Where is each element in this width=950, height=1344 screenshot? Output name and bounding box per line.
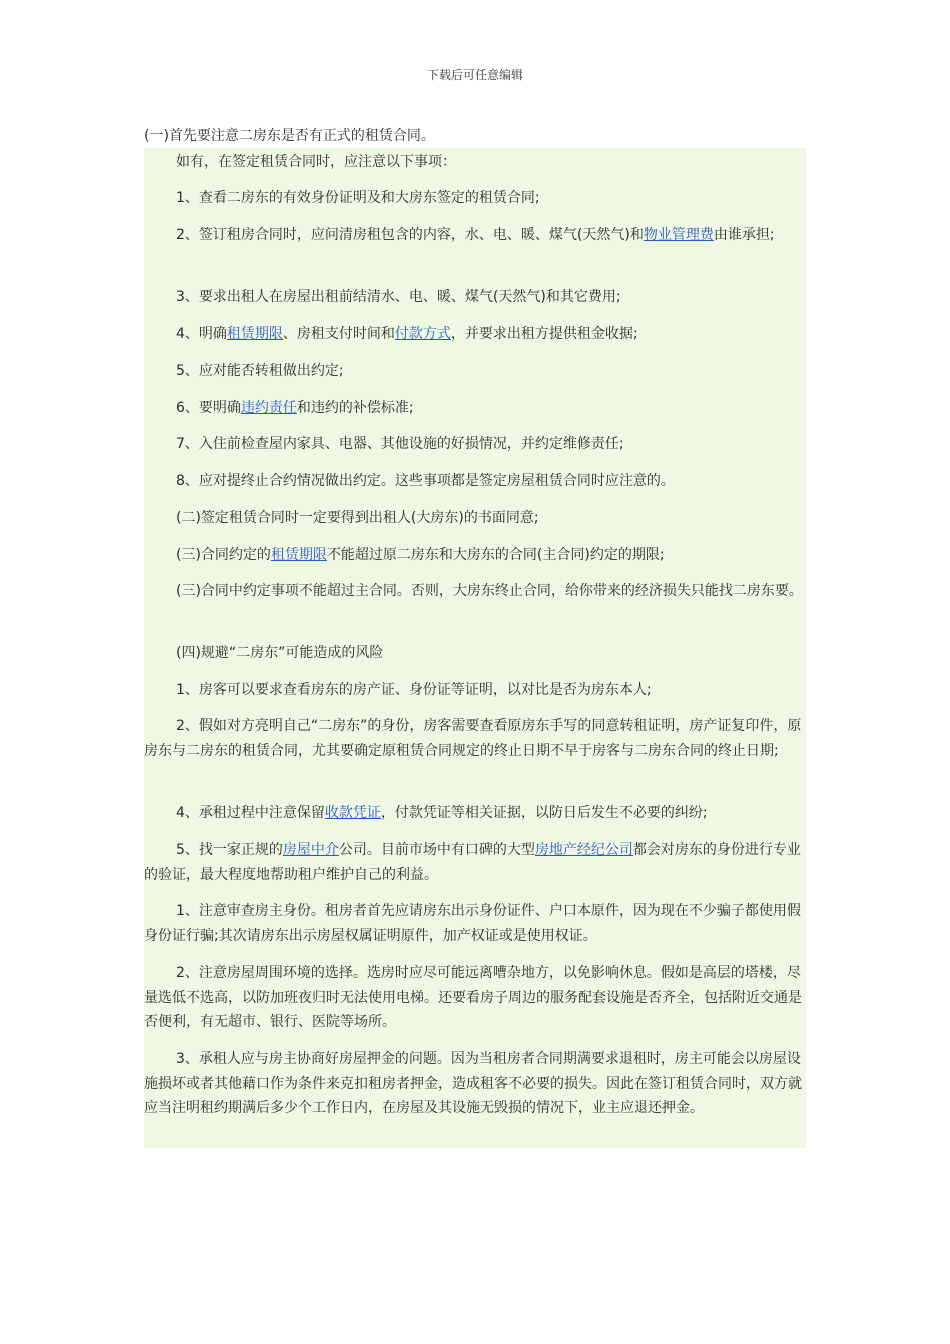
paragraph (144, 506, 804, 531)
paragraph-text: ，并要求出租方提供租金收据; (450, 326, 638, 342)
paragraph-text: 1、查看二房东的有效身份证明及和大房东签定的租赁合同; (176, 190, 540, 206)
paragraph-text: 公司。目前市场中有口碑的大型 (338, 842, 535, 858)
paragraph (144, 899, 804, 948)
paragraph (144, 801, 804, 826)
paragraph (144, 322, 804, 347)
paragraph (144, 579, 804, 604)
paragraph-text: 如有，在签定租赁合同时，应注意以下事项： (176, 154, 456, 170)
paragraph-text: 不能超过原二房东和大房东的合同(主合同)约定的期限; (326, 547, 665, 563)
paragraph (144, 432, 804, 457)
paragraph-text: 3、要求出租人在房屋出租前结清水、电、暖、煤气(天然气)和其它费用; (176, 289, 621, 305)
paragraph-text: (三)合同约定的 (176, 547, 271, 563)
paragraph (144, 678, 804, 703)
inline-link[interactable]: 收款凭证 (324, 805, 381, 821)
paragraph (144, 1047, 804, 1121)
paragraph-text: 4、承租过程中注意保留 (176, 805, 325, 821)
paragraph (144, 543, 804, 568)
paragraph (144, 961, 804, 1035)
paragraph (144, 359, 804, 384)
inline-link[interactable]: 房地产经纪公司 (534, 842, 633, 858)
paragraph-text: 都会对房东的身份进行专业的验证，最大程度地帮助租户维护自己的利益。 (144, 842, 801, 883)
paragraph (144, 641, 804, 666)
inline-link[interactable]: 租赁期限 (270, 547, 327, 563)
paragraph-text: (二)签定租赁合同时一定要得到出租人(大房东)的书面同意; (176, 510, 539, 526)
page-header: 下载后可任意编辑 (426, 68, 523, 82)
paragraph (144, 396, 804, 421)
inline-link[interactable]: 付款方式 (394, 326, 451, 342)
inline-link[interactable]: 物业管理费 (643, 227, 714, 243)
paragraph-text: 1、注意审查房主身份。租房者首先应请房东出示身份证件、户口本原件，因为现在不少骗子都使用假身份证行骗;其次请房东出示房屋权属证明原件，加产权证或是使用权证。 (144, 903, 801, 944)
paragraph-text: 1、房客可以要求查看房东的房产证、身份证等证明，以对比是否为房东本人; (176, 682, 652, 698)
paragraph-text: 3、承租人应与房主协商好房屋押金的问题。因为当租房者合同期满要求退租时，房主可能会以房屋设施损坏或者其他藉口作为条件来克扣租房者押金，造成租客不必要的损失。因此在签订租赁合同时，双方就应当注明租约期满后多少个工作日内，在房屋及其设施无毁损的情况下，业主应退还押金。 (144, 1051, 802, 1116)
paragraph-text: (四)规避“二房东”可能造成的风险 (176, 645, 384, 661)
intro-heading: (一)首先要注意二房东是否有正式的租赁合同。 (144, 128, 435, 144)
paragraph-text: 8、应对提终止合约情况做出约定。这些事项都是签定房屋租赁合同时应注意的。 (176, 473, 675, 489)
paragraph (144, 285, 804, 310)
paragraph-text: 4、明确 (176, 326, 227, 342)
inline-link[interactable]: 违约责任 (240, 400, 297, 416)
inline-link[interactable]: 房屋中介 (282, 842, 339, 858)
paragraph (144, 469, 804, 494)
paragraph-text: 、房租支付时间和 (282, 326, 395, 342)
paragraph-text: (三)合同中约定事项不能超过主合同。否则，大房东终止合同，给你带来的经济损失只能找二房东要。 (176, 583, 803, 599)
paragraph-text: 由谁承担; (713, 227, 775, 243)
paragraph-text: 和违约的补偿标准; (296, 400, 414, 416)
paragraph-text: 2、注意房屋周围环境的选择。选房时应尽可能远离嘈杂地方，以免影响休息。假如是高层的塔楼，尽量选低不选高，以防加班夜归时无法使用电梯。还要看房子周边的服务配套设施是否齐全，包括附近交通是否便利，有无超市、银行、医院等场所。 (144, 965, 802, 1030)
paragraph-text: 5、应对能否转租做出约定; (176, 363, 344, 379)
paragraph (144, 223, 804, 248)
paragraph-text: ，付款凭证等相关证据，以防日后发生不必要的纠纷; (380, 805, 708, 821)
paragraph-text: 2、签订租房合同时，应问清房租包含的内容，水、电、暖、煤气(天然气)和 (176, 227, 644, 243)
inline-link[interactable]: 租赁期限 (226, 326, 283, 342)
paragraph-text: 6、要明确 (176, 400, 241, 416)
paragraph (144, 838, 804, 887)
paragraph-text: 5、找一家正规的 (176, 842, 283, 858)
paragraph-text: 2、假如对方亮明自己“二房东”的身份，房客需要查看原房东手写的同意转租证明，房产证复印件，原房东与二房东的租赁合同，尤其要确定原租赁合同规定的终止日期不早于房客与二房东合同的终止日期; (144, 718, 802, 759)
paragraph (144, 150, 804, 175)
paragraph (144, 714, 804, 763)
paragraph (144, 186, 804, 211)
paragraph-text: 7、入住前检查屋内家具、电器、其他设施的好损情况，并约定维修责任; (176, 436, 624, 452)
